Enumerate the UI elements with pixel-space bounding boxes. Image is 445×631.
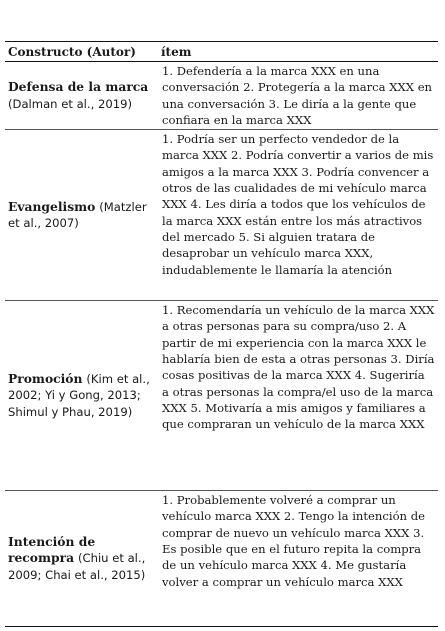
construct-author: (Kim et al., 2002; Yi y Gong, 2013; Shimul y Phau, 2019)	[8, 371, 150, 419]
construct-name: Evangelismo	[8, 198, 96, 214]
constructs-table	[5, 41, 438, 627]
table-row	[5, 301, 438, 491]
construct-name: Promoción	[8, 370, 83, 386]
construct-author: (Chiu et al., 2009; Chai et al., 2015)	[8, 551, 146, 582]
items-cell: 1. Podría ser un perfecto vendedor de la marca XXX 2. Podría convertir a varios de mis amigos a la marca XXX 3. Podría convencer a otros de las cualidades de mi vehículo marca XXX 4. Les diría a todos que los vehículos de la marca XXX están entre los más atractivos del mercado 5. Si alguien tratara de desaprobar un vehículo marca XXX, indudablemente le llamaría la atención	[158, 130, 438, 301]
construct-author: (Dalman et al., 2019)	[8, 96, 132, 111]
items-cell: 1. Probablemente volveré a comprar un vehículo marca XXX 2. Tengo la intención de comprar de nuevo un vehículo marca XXX 3. Es posible que en el futuro repita la compra de un vehículo marca XXX 4. Me gustaría volver a comprar un vehículo marca XXX	[158, 491, 438, 627]
column-header-construct: Constructo (Autor)	[5, 42, 158, 62]
construct-cell	[5, 130, 158, 301]
items-cell: 1. Defendería a la marca XXX en una conversación 2. Protegería a la marca XXX en una conversación 3. Le diría a la gente que confiara en la marca XXX	[158, 62, 438, 130]
construct-cell	[5, 62, 158, 130]
construct-cell	[5, 491, 158, 627]
table-row	[5, 62, 438, 130]
table-header-row	[5, 42, 438, 62]
table-row	[5, 130, 438, 301]
items-cell: 1. Recomendaría un vehículo de la marca XXX a otras personas para su compra/uso 2. A partir de mi experiencia con la marca XXX le hablaría bien de esta a otras personas 3. Diría cosas positivas de la marca XXX 4. Sugeriría a otras personas la compra/el uso de la marca XXX 5. Motivaría a mis amigos y familiares a que compraran un vehículo de la marca XXX	[158, 301, 438, 491]
construct-author: (Matzler et al., 2007)	[8, 199, 147, 231]
construct-cell	[5, 301, 158, 491]
construct-name: Intención de recompra	[8, 533, 96, 566]
column-header-item: ítem	[158, 42, 438, 62]
construct-name: Defensa de la marca	[8, 79, 149, 94]
table-row	[5, 491, 438, 627]
